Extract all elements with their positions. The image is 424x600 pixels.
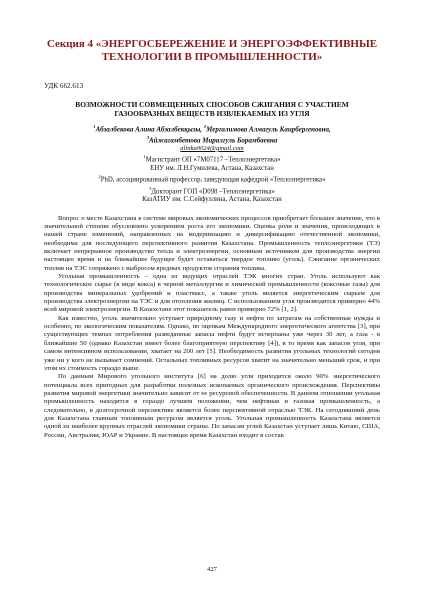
author2-name: Мергалимова Алмагуль Каирбергеновна, [206, 125, 331, 134]
section-header-line2: ТЕХНОЛОГИИ В ПРОМЫШЛЕННОСТИ» [101, 51, 323, 63]
authors-line1 [44, 123, 380, 134]
affiliations [44, 153, 380, 205]
affiliation-3-line2: КазАТИУ им. С.Сейфуллина, Астана, Казахстан [142, 196, 282, 204]
paper-title-line2: ГАЗООБРАЗНЫХ ВЕЩЕСТВ ИЗВЛЕКАЕМЫХ ИЗ УГЛЯ [114, 109, 310, 118]
affiliation-1-text: Магистрант ОП «7М07117 –Теплоэнергетика» [145, 156, 281, 164]
body-text [44, 215, 380, 440]
authors-line2 [44, 134, 380, 145]
paragraph: Угольная промышленность – одна из ведущих отраслей ТЭК многих стран. Уголь используют как технологическое сырье (в виде кокса) в черной металлургии и химической промышленности (коксовые газы) для производства минеральных удобрений и пластмасс, а также уголь является энергетическим сырьем для производства электроэнергии на ТЭС и для отопления жилищ. С использованием угля производится примерно 44% всей мировой электроэнергии. В Казахстане этот показатель равен примерно 72% [1, 2]. [44, 273, 380, 314]
affiliation-3-sup: 3 [149, 185, 152, 191]
affiliation-2-sup: 2 [98, 173, 101, 179]
paper-title [44, 100, 380, 118]
affiliation-2-text: PhD, ассоциированный профессор, заведующая кафедрой «Теплоэнергетика» [100, 176, 326, 184]
affiliation-1-sup: 1 [143, 153, 146, 159]
paragraph: По данным Мирового угольного института [6] на долю угля приходится около 90% энергетического потенциала всех пригодных для разработки полезных ископаемых органического происхождения. Перспективы развития мировой энергетики значительно зависят от ее ресурсной обеспеченности. В данном отношении угольная промышленность находится в гораздо лучшем положении, чем нефтяная и газовая промышленность, а следовательно, в долгосрочной перспективе является более перспективной отраслью ТЭК. На сегодняшний день для Казахстана главным топливным ресурсом является уголь. Угольная промышленность Казахстана является одной из наиболее крупных отраслей экономики страны. По запасам углей Казахстан уступает лишь Китаю, США, России, Австралии, ЮАР и Украине. В настоящее время Казахстан входит в состав [44, 373, 380, 439]
paper-title-line1: ВОЗМОЖНОСТИ СОВМЕЩЕННЫХ СПОСОБОВ СЖИГАНИЯ С УЧАСТИЕМ [75, 100, 349, 109]
author1-name: Абзалбекова Алина Абзалбекқызы, [95, 125, 204, 134]
section-header [44, 38, 380, 64]
author-email-link[interactable]: alinka0024@gmail.com [180, 144, 244, 152]
affiliation-3-line1 [44, 185, 380, 197]
section-header-line1: Секция 4 «ЭНЕРГОСБЕРЕЖЕНИЕ И ЭНЕРГОЭФФЕКТИВНЫЕ [46, 38, 378, 50]
affiliation-1-line2: ЕНУ им. Л.Н.Гумилева, Астана, Казахстан [150, 164, 274, 172]
paragraph: Как известно, уголь значительно уступает природному газу и нефти по затратам на собственные нужды и особенно, по экологическим показателям. Однако, по оценкам Международного энергетического агентства [3], при существующих темпах потребления разведанные запасы нефти будут исчерпаны уже через 30 лет, а газа - в ближайшие 50 (однако Казахстан имеет более благоприятную перспективу [4]), в то время как запасов угля, при самом интенсивном использовании, хватает на 200 лет [5]. Необходимость развития угольных технологий сегодня уже ни у кого не вызывает сомнений. Остальных топливных ресурсов хватит на значительно меньший срок, и при этом их стоимость гораздо выше. [44, 314, 380, 372]
paragraph: Вопрос о месте Казахстана в системе мировых экономических процессов приобретает большее значение, что в значительной степени обусловлено ускорением роста его экономики. Оценка роли и значения, происходящих в нашей стране изменений, направленных на модернизацию и диверсификацию отечественной экономики, необходима для последующего перспективного развития Казахстана. Промышленность теплоэнергетики (ТЭ) включает непрерывное производство тепла и электроэнергии, основным источником для производства энергии настоящее время и на ближайшее будущее будет оставаться твердое топливо (уголь). Сжигание органических топлив на ТЭС сопряжено с выбросом вредных продуктов сгорания топлива. [44, 214, 380, 272]
udk-code: УДК 662.613 [44, 82, 84, 90]
affiliation-1-line1 [44, 153, 380, 165]
affiliation-3-text: Докторант ГОП «D098 –Теплоэнергетика» [151, 187, 275, 195]
page-number: 427 [207, 566, 217, 573]
author1-sup: 1 [93, 124, 96, 129]
author3-name: Айжагамбетова Миралгуль Борамбаевна [148, 136, 278, 145]
affiliation-2-line1 [44, 173, 380, 185]
author3-sup: 3 [146, 134, 149, 140]
authors [44, 123, 380, 145]
author2-sup: 2 [203, 124, 207, 129]
